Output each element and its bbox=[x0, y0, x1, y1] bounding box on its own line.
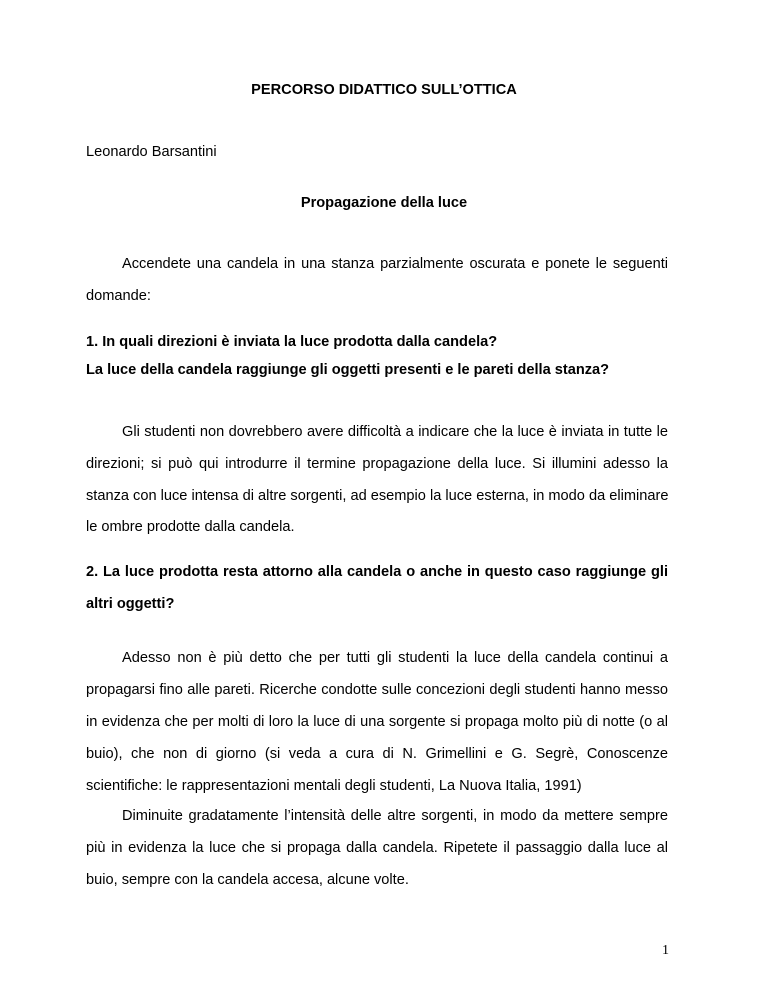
text-line: buio), che non di giorno (si veda a cura di N. Grimellini e G. Segrè, Conoscenze bbox=[86, 746, 668, 762]
question-line: altri oggetti? bbox=[86, 596, 175, 612]
text-line: le ombre prodotte dalla candela. bbox=[86, 519, 295, 535]
text-line: Diminuite gradatamente l’intensità delle altre sorgenti, in modo da mettere sempre bbox=[122, 808, 668, 824]
text-line: direzioni; si può qui introdurre il termine propagazione della luce. Si illumini adesso la bbox=[86, 456, 668, 472]
text-line: Adesso non è più detto che per tutti gli studenti la luce della candela continui a bbox=[122, 650, 668, 666]
text-line: in evidenza che per molti di loro la luce di una sorgente si propaga molto più di notte (o al bbox=[86, 714, 668, 730]
text-line: buio, sempre con la candela accesa, alcune volte. bbox=[86, 872, 409, 888]
text-line: Accendete una candela in una stanza parzialmente oscurata e ponete le seguenti bbox=[122, 256, 668, 272]
author-name: Leonardo Barsantini bbox=[86, 144, 217, 160]
question-line: La luce della candela raggiunge gli oggetti presenti e le pareti della stanza? bbox=[86, 362, 610, 378]
text-line: propagarsi fino alle pareti. Ricerche condotte sulle concezioni degli studenti hanno messo bbox=[86, 682, 668, 698]
text-line: domande: bbox=[86, 288, 151, 304]
section-heading: Propagazione della luce bbox=[300, 195, 468, 211]
text-line: scientifiche: le rappresentazioni mentali degli studenti, La Nuova Italia, 1991) bbox=[86, 778, 582, 794]
question-line: 2. La luce prodotta resta attorno alla candela o anche in questo caso raggiunge gli bbox=[86, 564, 668, 580]
text-line: Gli studenti non dovrebbero avere difficoltà a indicare che la luce è inviata in tutte le bbox=[122, 424, 668, 440]
document-title: PERCORSO DIDATTICO SULL’OTTICA bbox=[251, 82, 517, 98]
text-line: stanza con luce intensa di altre sorgenti, ad esempio la luce esterna, in modo da eliminare bbox=[86, 488, 669, 504]
page-number: 1 bbox=[662, 943, 669, 958]
question-line: 1. In quali direzioni è inviata la luce prodotta dalla candela? bbox=[86, 334, 498, 350]
text-line: più in evidenza la luce che si propaga dalla candela. Ripetete il passaggio dalla luce al bbox=[86, 840, 668, 856]
